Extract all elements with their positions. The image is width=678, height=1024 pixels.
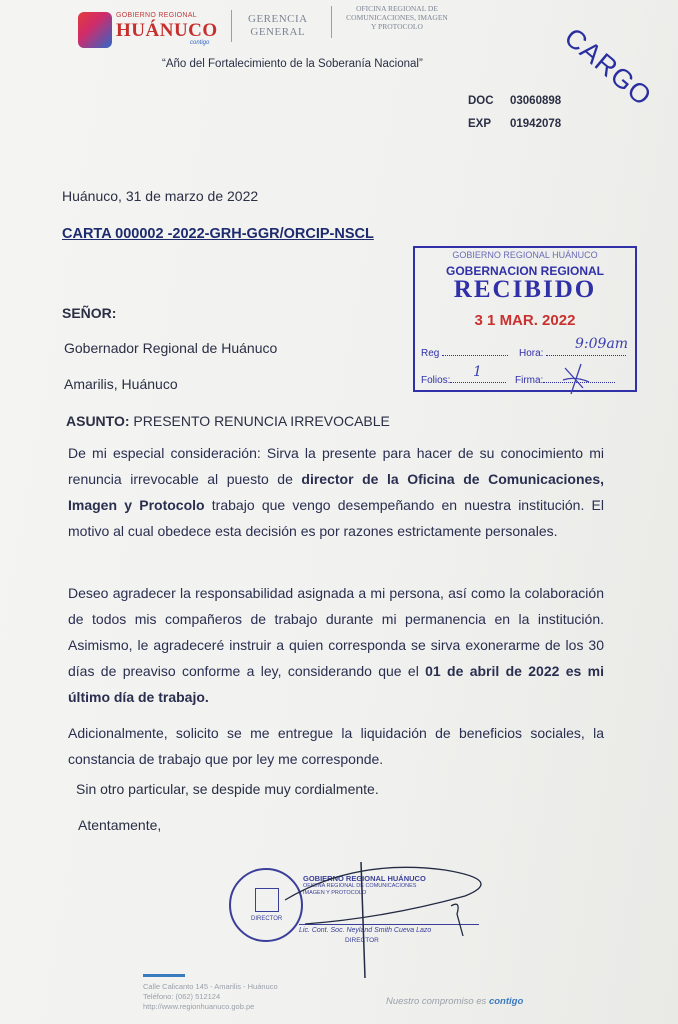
logo-big-text: HUÁNUCO (116, 20, 218, 41)
p2-text-a: Deseo agradecer la responsabilidad asignada a mi persona, así como la colaboración de todos mis compañeros de trabajo durante mi permanencia en la institución. Asimismo, le agradeceré instruir a quien corresponda se sirva exonerarme de los 30 días de preaviso conforme a ley, considerando que el (68, 585, 604, 679)
stamp-recibido: RECIBIDO (453, 276, 597, 303)
exp-value: 01942078 (510, 118, 562, 130)
signature-office: OFICINA REGIONAL DE COMUNICACIONES (303, 883, 417, 889)
folios-handwritten: 1 (473, 364, 482, 380)
paragraph-2 (68, 580, 604, 710)
hora-handwritten: 9:09am (575, 336, 629, 352)
header-divider (231, 10, 232, 42)
p2-text-bold: 01 de abril de 2022 es mi último día de trabajo. (68, 663, 604, 705)
slogan-text: Nuestro compromiso es (386, 996, 489, 1007)
logo-small-text: GOBIERNO REGIONAL (116, 12, 197, 19)
paragraph-4: Sin otro particular, se despide muy cordialmente. (76, 781, 379, 797)
p1-text-a: De mi especial consideración: Sirva la presente para hacer de su conocimiento mi renuncia irrevocable al puesto de (68, 445, 604, 487)
subject-text: PRESENTO RENUNCIA IRREVOCABLE (129, 413, 390, 429)
footer-website: http://www.regionhuanuco.gob.pe (143, 1002, 255, 1011)
gobierno-regional-logo (78, 10, 216, 50)
addressee-location: Amarilis, Huánuco (64, 376, 178, 392)
gerencia-general (248, 13, 308, 39)
year-motto: “Año del Fortalecimiento de la Soberanía Nacional” (162, 58, 423, 70)
subject-label: ASUNTO: (66, 413, 130, 429)
received-stamp (413, 246, 637, 392)
addressee: Gobernador Regional de Huánuco (64, 340, 278, 356)
signatory-name: Lic. Cont. Soc. Neyland Smith Cueva Lazo (299, 927, 432, 934)
closing: Atentamente, (78, 817, 162, 833)
cargo-stamp: CARGO (558, 22, 658, 112)
paragraph-1 (68, 440, 604, 544)
folios-label: Folios: (421, 375, 451, 386)
firma-label: Firma: (515, 375, 544, 386)
signatory-role: DIRECTOR (345, 937, 379, 944)
office-line2: COMUNICACIONES, IMAGEN (346, 13, 448, 22)
salutation: SEÑOR: (62, 305, 117, 321)
gerencia-line1: GERENCIA (248, 13, 308, 25)
gerencia-line2: GENERAL (250, 26, 306, 38)
signature-block (225, 860, 525, 960)
region-emblem-icon (78, 12, 112, 48)
subject-line (66, 413, 390, 429)
letter-reference: CARTA 000002 -2022-GRH-GGR/ORCIP-NSCL (62, 226, 374, 242)
stamp-reg (421, 345, 508, 359)
office-line1: OFICINA REGIONAL DE (356, 4, 438, 13)
header-divider (331, 6, 332, 38)
office-name (336, 4, 458, 31)
doc-exp-numbers (468, 90, 561, 136)
stamp-folios (421, 372, 506, 386)
seal-text: DIRECTOR (251, 916, 283, 922)
hora-label: Hora: (519, 348, 544, 359)
doc-label: DOC (468, 95, 494, 107)
footer-accent-line (143, 974, 185, 977)
stamp-date: 3 1 MAR. 2022 (474, 312, 576, 329)
signature-office-2: IMAGEN Y PROTOCOLO (303, 890, 367, 896)
stamp-top-text: GOBIERNO REGIONAL HUÁNUCO (452, 250, 598, 260)
reg-label: Reg (421, 348, 440, 359)
signature-org: GOBIERNO REGIONAL HUÁNUCO (303, 874, 426, 883)
exp-label: EXP (468, 118, 492, 130)
doc-value: 03060898 (510, 95, 562, 107)
footer-phone: Teléfono: (062) 512124 (143, 992, 221, 1001)
firma-scribble-icon (561, 360, 591, 400)
p1-text-c: trabajo que vengo desempeñando en nuestra institución. El motivo al cual obedece esta decisión es por razones estrictamente personales. (68, 497, 605, 539)
footer-slogan (386, 996, 523, 1007)
office-line3: Y PROTOCOLO (371, 22, 423, 31)
logo-contigo-text: contigo (190, 40, 210, 46)
slogan-brand: contigo (488, 996, 524, 1007)
handwritten-signature-icon (265, 860, 505, 980)
letter-date: Huánuco, 31 de marzo de 2022 (62, 188, 259, 204)
footer-address (143, 982, 278, 1012)
footer-address-1: Calle Calicanto 145 - Amarilis - Huánuco (143, 982, 278, 991)
stamp-gobernacion: GOBERNACION REGIONAL (445, 264, 604, 278)
p1-text-bold: director de la Oficina de Comunicaciones, Imagen y Protocolo (68, 471, 604, 513)
paragraph-3: Adicionalmente, solicito se me entregue la liquidación de beneficios sociales, la constancia de trabajo que por ley me corresponde. (68, 725, 604, 767)
